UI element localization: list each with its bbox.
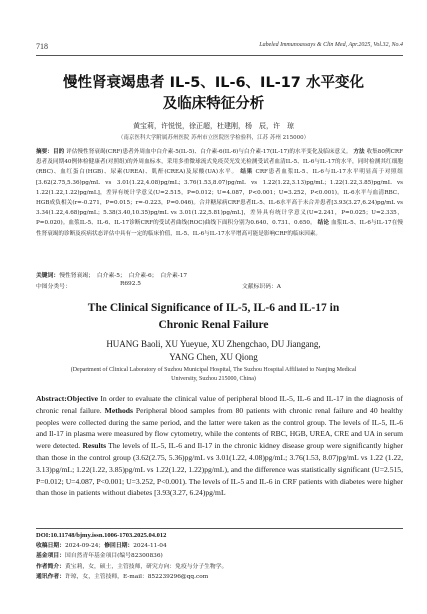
doi: DOI:10.11748/bjmy.issn.1006-1703.2025.04.012 [36,532,167,539]
conclusion-text: 血浆IL-5、IL-6与IL-17在慢性肾衰竭的诊断及疾病状态评估中具有一定的临床价值，IL-5、IL-6与IL-17水平增高可能是影响CRF的临床因素。 [36,220,404,237]
english-results-label: Results [82,441,107,451]
english-methods-label: Methods [104,405,133,415]
chinese-keywords [36,270,403,279]
corresponding-author [36,572,403,582]
clc-value: R692.5 [120,281,141,287]
author-note [36,562,403,572]
english-title-line2: Chronic Renal Failure [158,319,269,331]
revised-date: 2024-11-04 [133,543,167,550]
revised-label: 修回日期： [104,543,134,550]
results-label: 结果 [240,169,254,176]
english-abstract-label: Abstract: [36,394,67,403]
keywords-text: 慢性肾衰竭； 白介素-5； 白介素-6； 白介素-17 [59,273,188,279]
chinese-title-line1: 慢性肾衰竭患者 IL-5、IL-6、IL-17 水平变化 [63,75,364,91]
english-authors [24,338,403,363]
received-date: 2024-09-24； [65,543,105,550]
english-affiliation: (Department of Clinical Laboratory of Suzhou Municipal Hospital, The Suzhou Hospital Affiliated to Nanjing Medical University, Suzhou 215000, China) [70,367,357,382]
chinese-title [24,73,403,115]
running-header [36,42,403,54]
classification-row [36,281,403,291]
conclusion-label: 结论 [317,220,330,227]
english-methods-text: Peripheral blood samples from 80 patients with chronic renal failure and 40 healthy peoples were collected during the same period, and the latter were taken as the control group. The levels of IL-5, IL-6 and Il-17 in plasma were measured by flow cytometry, while the contents of RBC, HGB, UREA, CRE and UA in serum were detected. [36,405,403,451]
chinese-authors: 黄宝莉，许悦悦，徐正超，杜建刚，杨 辰，许 琼 [133,122,294,130]
english-authors-line2: YANG Chen, XU Qiong [169,351,258,362]
fund-note [36,551,403,561]
doc-code-value: A [276,284,281,290]
doc-code-label: 文献标识码： [242,284,277,290]
author-label: 作者简介： [36,563,65,570]
journal-citation: Labeled Immunoassays & Clin Med, Apr.2025, Vol.32, No.4 [259,42,403,48]
objective-text: 评估慢性肾衰竭(CRF)患者外周血中白介素-5(IL-5)、白介素-6(IL-6)与白介素-17(IL-17)的水平变化及临床意义。 [66,149,352,155]
english-authors-line1: HUANG Baoli, XU Yueyue, XU Zhengchao, DU Jiangang, [106,339,321,349]
results-text: CRF患者血浆IL-5、IL-6与IL-17水平明显高于对照组[3.62(2.75,5.36)pg/mL vs 3.01(1.22,4.08)pg/mL；3.76(1.53,8.07)pg/mL vs 1.22(1.22,3.13)pg/mL；1.22(1.22,3.85)pg/mL vs 1.22(1.22,1.22)pg/mL]，差异有统计学意义(U=2.515，P=0.012；U=4.087，P<0.001；U=3.252，P<0.001)。IL-6水平与血清RBC、HGB成负相关(r=-0.271，P=0.015；r=-0.223，P=0.046)。合并糖尿病CRF患者IL-5、IL-6水平高于未合并患者[3.93(3.27,6.24)pg/mL vs 3.34(1.22,4.68)pg/mL；5.38(3.40,10.35)pg/mL vs 3.01(1.22,5.81)pg/mL]，差异具有统计学意义(U=2.241，P=0.025；U=2.335，P=0.020)。血浆IL-5、IL-6、IL-17诊断CRF的受试者曲线(ROC)曲线下面积分别为0.640、0.731、0.650。 [36,169,403,227]
received-dates [36,541,403,551]
english-objective-text: In order to evaluate the clinical value of peripheral blood IL-5, IL-6 and IL-17 in the diagnosis of chronic renal failure. [36,394,403,415]
chinese-affiliation: （南京医科大学附属苏州医院 苏州市立医院医学检验科，江苏 苏州 215000） [117,135,310,141]
english-title [24,300,403,334]
abstract-label: 摘要： [36,149,53,155]
fund-text: 国自然青年基金项目(编号82300836) [65,553,163,560]
methods-text: 收集80例CRF患者及同期40例体检健康者(对照组)的外周血标本，采用多重微球流式免疫荧光发光检测受试者血清IL-5、IL-6与IL-17的水平，同时检测其红细胞(RBC)、血红蛋白(HGB)、尿素(UREA)、肌酐(CREA)及尿酸(UA)水平。 [36,149,403,176]
footnotes [36,531,403,582]
author-text: 黄宝莉，女，硕士，主管技师，研究方向：免疫与分子生物学。 [65,563,228,570]
english-abstract [36,393,403,499]
corr-text: 许琼，女，主管技师，E-mail：852239296@qq.com [65,573,209,580]
footnote-rule [36,528,403,529]
english-title-line1: The Clinical Significance of IL-5, IL-6 and IL-17 in [87,302,340,314]
received-label: 收稿日期： [36,543,65,550]
keywords-label: 关键词： [36,273,60,279]
page-number: 718 [36,42,48,51]
document-code [242,281,281,290]
objective-label: 目的 [52,149,65,155]
header-rule [36,55,403,56]
chinese-title-line2: 及临床特征分析 [162,96,265,112]
english-results-text: The levels of IL-5, IL-6 and Il-17 in the chronic kidney disease group were significantly higher than those in the control group (3.62(2.75, 5.36)pg/mL vs 3.01(1.22, 4.08)pg/mL; 3.76(1.53, 8.07)pg/mL vs 1.22 (1.22, 3.13)pg/mL; 1.22(1.22, 3.85)pg/mL vs 1.22(1.22, 1.22)pg/mL), and the difference was statistically significant (U=2.515, P=0.012; U=4.087, P<0.001; U=3.252, P<0.001). The levels of IL-5 and IL-6 in CRF patients with diabetes were higher than those in patients without diabetes [3.93(3.27, 6.24)pg/mL [36,441,403,498]
fund-label: 基金项目： [36,553,65,560]
corr-label: 通讯作者： [36,573,65,580]
methods-label: 方法 [353,149,365,155]
chinese-abstract [36,147,403,239]
english-objective-label: Objective [66,394,99,403]
clc-label: 中图分类号： [36,284,71,290]
